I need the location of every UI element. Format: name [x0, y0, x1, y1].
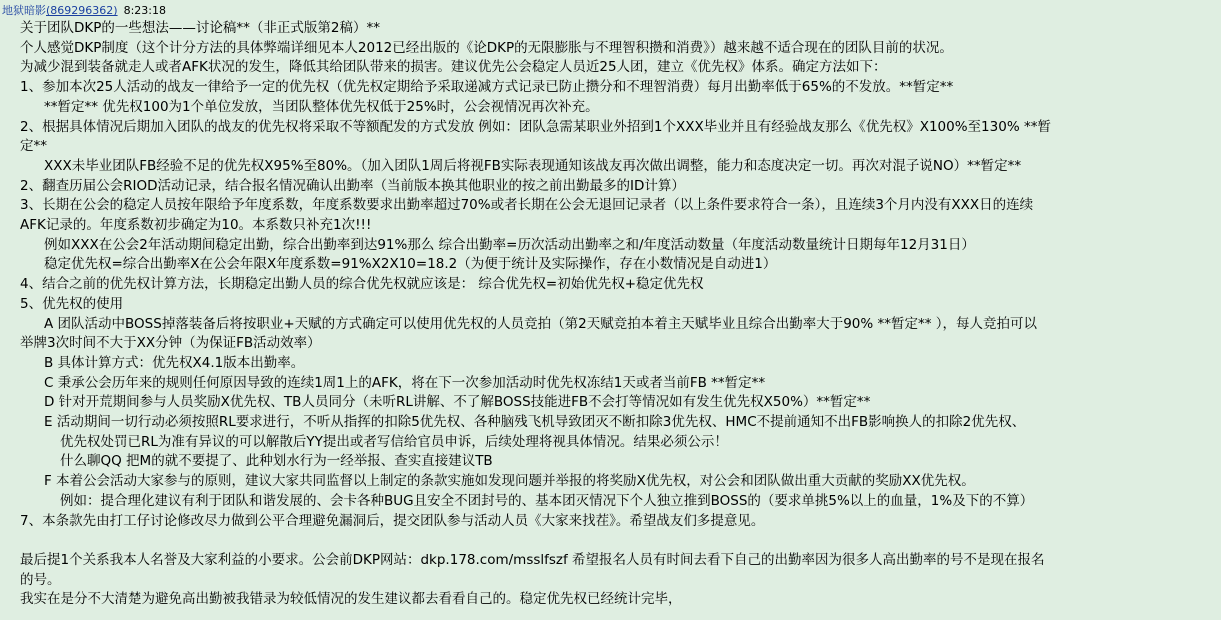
- message-line: 例如：提合理化建议有利于团队和谐发展的、会卡各种BUG且安全不团封号的、基本团灭情况下个人独立推到BOSS的（要求单挑5%以上的血量，1%及下的不算）: [60, 492, 1034, 509]
- message-line: 最后提1个关系我本人名誉及大家利益的小要求。公会前DKP网站：dkp.178.com/msslfszf 希望报名人员有时间去看下自己的出勤率因为很多人高出勤率的号不是现在报名: [20, 551, 1045, 568]
- message-line: 我实在是分不大清楚为避免高出勤被我错录为较低情况的发生建议都去看看自己的。稳定优先权已经统计完毕，: [20, 591, 682, 608]
- sender-name[interactable]: 地狱暗影: [2, 4, 46, 17]
- message-line: B 具体计算方式：优先权X4.1版本出勤率。: [44, 354, 305, 371]
- message-line: 4、结合之前的优先权计算方法，长期稳定出勤人员的综合优先权就应该是： 综合优先权=初始优先权+稳定优先权: [20, 276, 704, 293]
- message-line: 的号。: [20, 571, 61, 588]
- message-line: 个人感觉DKP制度（这个计分方法的具体弊端详细见本人2012已经出版的《论DKP的无限膨胀与不理智积攒和消费》）越来越不适合现在的团队目前的状况。: [20, 39, 953, 56]
- sender-uid[interactable]: (869296362): [46, 4, 118, 17]
- message-line: 3、长期在公会的稳定人员按年限给予年度系数，年度系数要求出勤率超过70%或者长期在公会无退回记录者（以上条件要求符合一条），且连续3个月内没有XXX日的连续: [20, 197, 1034, 214]
- message-header: [2, 3, 166, 18]
- message-line: 2、翻查历届公会RIOD活动记录，结合报名情况确认出勤率（当前版本换其他职业的按之前出勤最多的ID计算）: [20, 177, 685, 194]
- message-time: 8:23:18: [123, 4, 166, 17]
- message-line: 优先权处罚已RL为准有异议的可以解散后YY提出或者写信给官员申诉，后续处理将视具体情况。结果必须公示！: [60, 433, 728, 450]
- message-line: **暂定** 优先权100为1个单位发放，当团队整体优先权低于25%时，公会视情况再次补充。: [44, 98, 599, 115]
- message-line: 关于团队DKP的一些想法——讨论稿**（非正式版第2稿）**: [20, 20, 380, 36]
- message-line: A 团队活动中BOSS掉落装备后将按职业+天赋的方式确定可以使用优先权的人员竞拍（第2天赋竞拍本着主天赋毕业且综合出勤率大于90% **暂定** ），每人竞拍可以: [44, 315, 1038, 332]
- message-line: D 针对开荒期间参与人员奖励X优先权、TB人员同分（未听RL讲解、不了解BOSS技能进FB不会打等情况如有发生优先权X50%）**暂定**: [44, 394, 871, 411]
- message-line: AFK记录的。年度系数初步确定为10。本系数只补充1次!!!: [20, 217, 372, 234]
- message-line: 举牌3次时间不大于XX分钟（为保证FB活动效率）: [20, 335, 321, 352]
- message-line: [0, 531, 1221, 551]
- message-line: 5、优先权的使用: [20, 295, 124, 312]
- message-line: 1、参加本次25人活动的战友一律给予一定的优先权（优先权定期给予采取递减方式记录已防止攒分和不理智消费）每月出勤率低于65%的不发放。**暂定**: [20, 79, 954, 96]
- message-line: C 秉承公会历年来的规则任何原因导致的连续1周1上的AFK，将在下一次参加活动时优先权冻结1天或者当前FB **暂定**: [44, 374, 766, 391]
- message-line: 7、本条款先由打工仔讨论修改尽力做到公平合理避免漏洞后，提交团队参与活动人员《大家来找茬》。希望战友们多提意见。: [20, 512, 765, 529]
- message-line: 为减少混到装备就走人或者AFK状况的发生，降低其给团队带来的损害。建议优先公会稳定人员近25人团，建立《优先权》体系。确定方法如下：: [20, 59, 887, 76]
- message-line: 什么聊QQ 把M的就不要提了、此种划水行为一经举报、查实直接建议TB: [60, 453, 493, 470]
- message-line: 定**: [20, 138, 47, 155]
- message-line: 稳定优先权=综合出勤率X在公会年限X年度系数=91%X2X10=18.2（为便于统计及实际操作，存在小数情况是自动进1）: [44, 256, 777, 273]
- message-body: [0, 19, 1221, 610]
- message-line: 例如XXX在公会2年活动期间稳定出勤，综合出勤率到达91%那么 综合出勤率=历次活动出勤率之和/年度活动数量（年度活动数量统计日期每年12月31日）: [44, 236, 975, 253]
- message-line: E 活动期间一切行动必须按照RL要求进行，不听从指挥的扣除5优先权、各种脑残飞机导致团灭不断扣除3优先权、HMC不提前通知不出FB影响换人的扣除2优先权、: [44, 414, 1026, 431]
- message-line: F 本着公会活动大家参与的原则，建议大家共同监督以上制定的条款实施如发现问题并举报的将奖励X优先权，对公会和团队做出重大贡献的奖励XX优先权。: [44, 473, 975, 490]
- message-line: 2、根据具体情况后期加入团队的战友的优先权将采取不等额配发的方式发放 例如：团队急需某职业外招到1个XXX毕业并且有经验战友那么《优先权》X100%至130% **暂: [20, 118, 1051, 135]
- message-line: XXX未毕业团队FB经验不足的优先权X95%至80%。（加入团队1周后将视FB实际表现通知该战友再次做出调整，能力和态度决定一切。再次对混子说NO）**暂定**: [44, 157, 1022, 174]
